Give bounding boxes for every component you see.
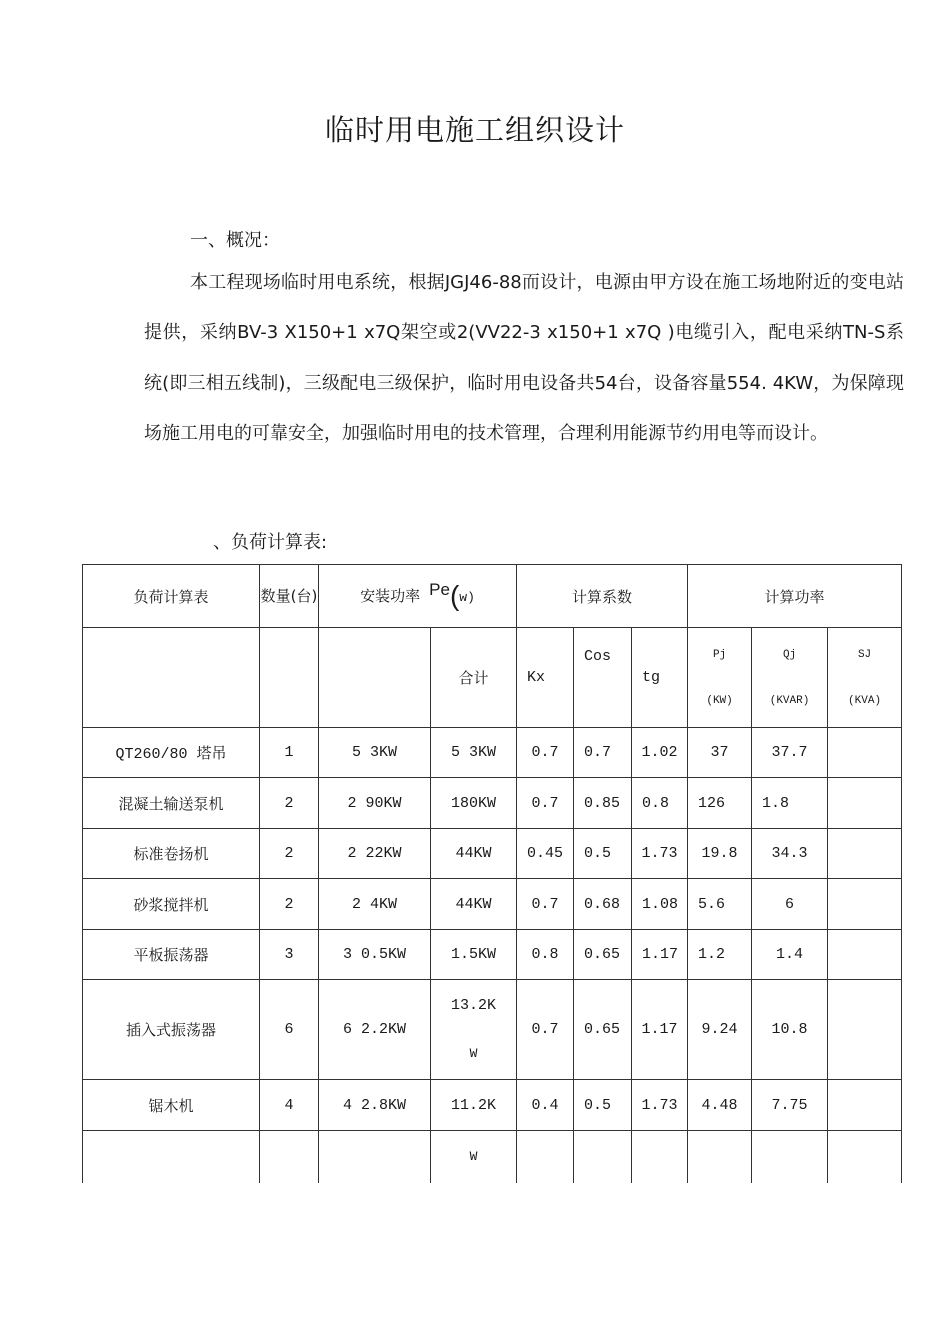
header-pj-unit: (KW) (706, 694, 733, 707)
row-sj (828, 1080, 902, 1131)
row-qj: 37.7 (752, 728, 828, 778)
row-name: 标准卷扬机 (83, 829, 260, 879)
header-calc-power: 计算功率 (688, 565, 902, 628)
row-qty: 2 (260, 879, 319, 930)
row-tg: 1.08 (632, 879, 688, 930)
row-qj: 34.3 (752, 829, 828, 879)
row-qty: 2 (260, 778, 319, 829)
row-total-line2: W (469, 1045, 478, 1061)
row-install: 2 22KW (319, 829, 431, 879)
row-qj (752, 1131, 828, 1183)
row-sj (828, 930, 902, 980)
row-install: 4 2.8KW (319, 1080, 431, 1131)
header2-empty-install (319, 628, 431, 728)
table-row (83, 829, 902, 879)
row-sj (828, 778, 902, 829)
row-qty: 1 (260, 728, 319, 778)
row-install: 3 0.5KW (319, 930, 431, 980)
header-sj-unit: (KVA) (848, 694, 882, 707)
row-pj: 37 (688, 728, 752, 778)
row-qty: 2 (260, 829, 319, 879)
row-qty: 6 (260, 980, 319, 1080)
row-tg (632, 1131, 688, 1183)
row-cos: 0.65 (574, 930, 632, 980)
load-calculation-table (82, 564, 902, 1183)
row-name: QT260/80 塔吊 (83, 728, 260, 778)
table-row-continued (83, 1131, 902, 1183)
row-sj (828, 829, 902, 879)
row-kx: 0.7 (517, 778, 574, 829)
header-total: 合计 (431, 628, 517, 728)
row-cos (574, 1131, 632, 1183)
row-pj (688, 1131, 752, 1183)
row-cos: 0.7 (574, 728, 632, 778)
header-pj-label: Pj (712, 648, 727, 661)
row-qj: 6 (752, 879, 828, 930)
row-total: 44KW (431, 879, 517, 930)
row-tg: 0.8 (632, 778, 688, 829)
section-heading-overview: 一、概况： (190, 230, 280, 251)
row-qj: 1.4 (752, 930, 828, 980)
table-row (83, 778, 902, 829)
row-install: 6 2.2KW (319, 980, 431, 1080)
row-kx: 0.4 (517, 1080, 574, 1131)
row-name: 混凝土输送泵机 (83, 778, 260, 829)
header-qj-label: Qj (782, 648, 797, 661)
row-kx: 0.7 (517, 728, 574, 778)
row-sj (828, 879, 902, 930)
row-install: 2 4KW (319, 879, 431, 930)
table-row (83, 980, 902, 1080)
row-sj (828, 980, 902, 1080)
header2-empty-qty (260, 628, 319, 728)
row-tg: 1.17 (632, 980, 688, 1080)
row-qty: 3 (260, 930, 319, 980)
row-pj: 1.2 (688, 930, 752, 980)
row-total: 180KW (431, 778, 517, 829)
row-sj (828, 1131, 902, 1183)
row-total: 44KW (431, 829, 517, 879)
page-title: 临时用电施工组织设计 (324, 113, 625, 147)
row-pj: 4.48 (688, 1080, 752, 1131)
row-name: 插入式振荡器 (83, 980, 260, 1080)
header-qj (752, 628, 828, 728)
table-row (83, 728, 902, 778)
row-name: 平板振荡器 (83, 930, 260, 980)
table-row (83, 1080, 902, 1131)
header-sj (828, 628, 902, 728)
table-row (83, 879, 902, 930)
header-installed-power (319, 565, 517, 628)
header-load-name: 负荷计算表 (83, 565, 260, 628)
header-pe-symbol: Pe (429, 580, 450, 599)
row-kx: 0.7 (517, 879, 574, 930)
header-sj-label: SJ (857, 648, 872, 661)
row-sj (828, 728, 902, 778)
row-qj: 7.75 (752, 1080, 828, 1131)
header2-empty-name (83, 628, 260, 728)
header-cos (574, 628, 632, 728)
row-name: 砂浆搅拌机 (83, 879, 260, 930)
table-header-row-1 (83, 565, 902, 628)
header-kx: Kx (517, 628, 574, 728)
section-heading-load-table: 、负荷计算表: (213, 532, 328, 553)
row-pj: 126 (688, 778, 752, 829)
row-kx: 0.8 (517, 930, 574, 980)
overview-paragraph: 本工程现场临时用电系统，根据JGJ46-88而设计，电源由甲方设在施工场地附近的变电站提供，采纳BV-3 X150+1 x7Q架空或2(VV22-3 x150+1 x7Q )电缆引入，配电采纳TN-S系统(即三相五线制)，三级配电三级保护，临时用电设备共54台，设备容量554. 4KW，为保障现场施工用电的可靠安全，加强临时用电的技术管理，合理利用能源节约用电等而设计。 (144, 272, 904, 445)
row-total (431, 1131, 517, 1183)
row-install: 5 3KW (319, 728, 431, 778)
row-kx: 0.45 (517, 829, 574, 879)
row-total (431, 980, 517, 1080)
row-kx (517, 1131, 574, 1183)
row-qj: 10.8 (752, 980, 828, 1080)
row-tg: 1.73 (632, 1080, 688, 1131)
row-tg: 1.02 (632, 728, 688, 778)
row-total-continued: W (469, 1149, 478, 1164)
header-tg: tg (632, 628, 688, 728)
header-pe-paren: ( (449, 580, 460, 611)
table-row (83, 930, 902, 980)
row-cos: 0.68 (574, 879, 632, 930)
header-installed-power-label: 安装功率 (360, 587, 421, 605)
row-cos: 0.85 (574, 778, 632, 829)
table-header-row-2 (83, 628, 902, 728)
row-install (319, 1131, 431, 1183)
header-pe-unit: w) (459, 590, 475, 605)
row-cos: 0.5 (574, 829, 632, 879)
row-cos: 0.65 (574, 980, 632, 1080)
row-name (83, 1131, 260, 1183)
header-quantity: 数量(台) (260, 565, 319, 628)
header-qj-unit: (KVAR) (769, 694, 810, 707)
row-install: 2 90KW (319, 778, 431, 829)
header-cos-label: Cos (584, 648, 612, 665)
row-tg: 1.17 (632, 930, 688, 980)
row-qj: 1.8 (752, 778, 828, 829)
row-pj: 5.6 (688, 879, 752, 930)
row-total: 5 3KW (431, 728, 517, 778)
row-tg: 1.73 (632, 829, 688, 879)
row-total-line1: 13.2K (451, 996, 497, 1014)
row-name: 锯木机 (83, 1080, 260, 1131)
header-pj (688, 628, 752, 728)
row-kx: 0.7 (517, 980, 574, 1080)
row-cos: 0.5 (574, 1080, 632, 1131)
row-qty (260, 1131, 319, 1183)
row-pj: 9.24 (688, 980, 752, 1080)
row-pj: 19.8 (688, 829, 752, 879)
row-total: 1.5KW (431, 930, 517, 980)
row-qty: 4 (260, 1080, 319, 1131)
header-calc-coefficient: 计算系数 (517, 565, 688, 628)
row-total: 11.2K (431, 1080, 517, 1131)
